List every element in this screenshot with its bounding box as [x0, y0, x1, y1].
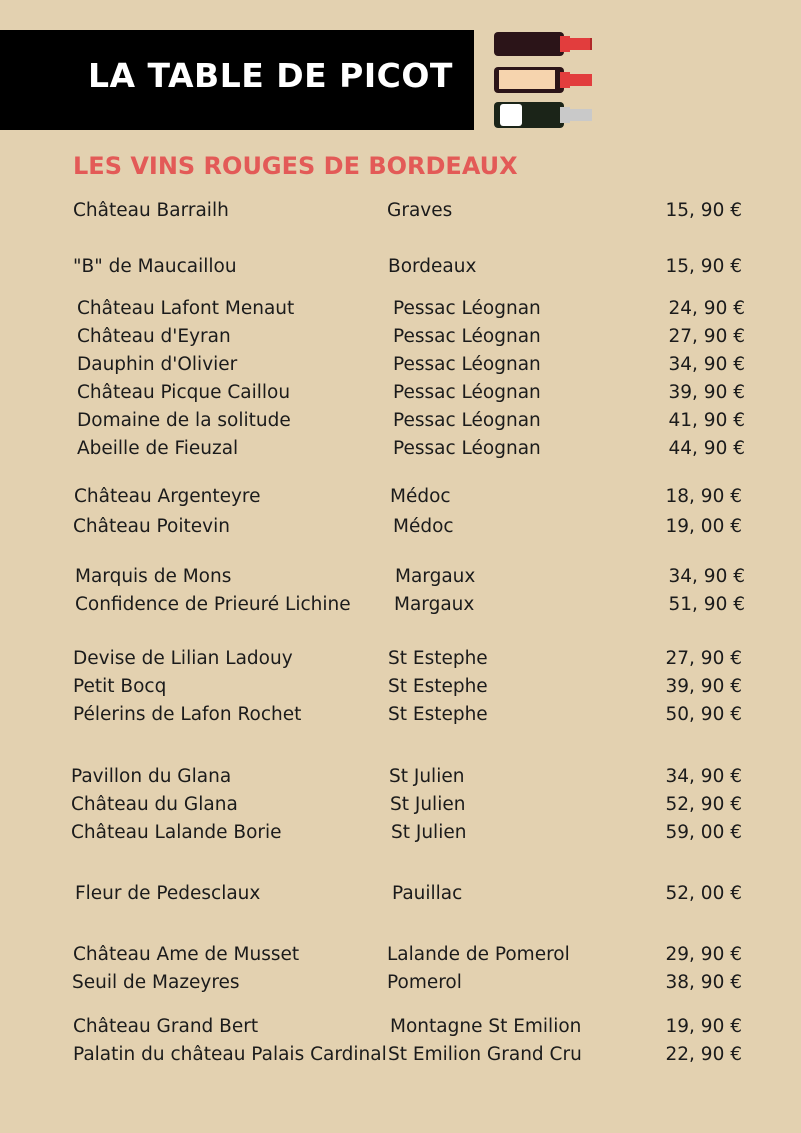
wine-name: Château Ame de Musset [73, 944, 300, 965]
wine-bottles-illustration [494, 30, 596, 130]
wine-price: 52, 90 € [665, 794, 742, 815]
wine-bottle-red-icon [494, 32, 592, 56]
wine-name: Château Barrailh [73, 200, 229, 221]
wine-name: Pélerins de Lafon Rochet [73, 704, 302, 725]
wine-name: Palatin du château Palais Cardinal [73, 1044, 387, 1065]
wine-bottle-rose-icon [494, 67, 592, 93]
wine-price: 34, 90 € [668, 354, 745, 375]
wine-row [0, 323, 801, 351]
wine-price: 19, 90 € [665, 1016, 742, 1037]
wine-region: Médoc [390, 486, 451, 507]
wine-name: Château Argenteyre [74, 486, 261, 507]
wine-region: Pessac Léognan [393, 326, 541, 347]
wine-name: Confidence de Prieuré Lichine [75, 594, 351, 615]
wine-price: 27, 90 € [665, 648, 742, 669]
wine-price: 59, 00 € [665, 822, 742, 843]
wine-name: Château d'Eyran [77, 326, 231, 347]
wine-row [0, 407, 801, 435]
wine-region: St Emilion Grand Cru [388, 1044, 582, 1065]
wine-row [0, 969, 801, 997]
wine-name: Château Lafont Menaut [77, 298, 295, 319]
wine-name: Château Lalande Borie [71, 822, 282, 843]
wine-price: 50, 90 € [665, 704, 742, 725]
wine-name: Dauphin d'Olivier [77, 354, 238, 375]
wine-name: Abeille de Fieuzal [77, 438, 239, 459]
wine-price: 22, 90 € [665, 1044, 742, 1065]
wine-region: Montagne St Emilion [390, 1016, 582, 1037]
wine-region: St Estephe [388, 704, 488, 725]
wine-row [0, 1041, 801, 1069]
wine-name: Château Picque Caillou [77, 382, 291, 403]
wine-row [0, 791, 801, 819]
wine-region: St Julien [390, 794, 466, 815]
wine-price: 52, 00 € [665, 883, 742, 904]
wine-region: Lalande de Pomerol [387, 944, 570, 965]
wine-row [0, 763, 801, 791]
wine-row [0, 673, 801, 701]
wine-row [0, 197, 801, 225]
wine-region: Bordeaux [388, 256, 477, 277]
wine-row [0, 941, 801, 969]
wine-name: "B" de Maucaillou [73, 256, 237, 277]
wine-row [0, 379, 801, 407]
wine-region: Pomerol [387, 972, 462, 993]
wine-price: 29, 90 € [665, 944, 742, 965]
wine-region: Pessac Léognan [393, 382, 541, 403]
wine-row [0, 591, 801, 619]
wine-price: 18, 90 € [665, 486, 742, 507]
wine-name: Petit Bocq [73, 676, 167, 697]
wine-row [0, 1013, 801, 1041]
wine-row [0, 701, 801, 729]
wine-region: Graves [387, 200, 453, 221]
wine-price: 39, 90 € [668, 382, 745, 403]
wine-region: St Julien [389, 766, 465, 787]
wine-price: 38, 90 € [665, 972, 742, 993]
section-title: LES VINS ROUGES DE BORDEAUX [73, 152, 518, 180]
wine-price: 51, 90 € [668, 594, 745, 615]
wine-region: Pessac Léognan [393, 354, 541, 375]
wine-row [0, 295, 801, 323]
wine-region: Pessac Léognan [393, 298, 541, 319]
wine-region: Médoc [393, 516, 454, 537]
wine-price: 34, 90 € [668, 566, 745, 587]
wine-row [0, 645, 801, 673]
wine-region: St Julien [391, 822, 467, 843]
wine-region: St Estephe [388, 648, 488, 669]
wine-price: 15, 90 € [665, 256, 742, 277]
wine-name: Marquis de Mons [75, 566, 232, 587]
wine-region: Pessac Léognan [393, 410, 541, 431]
wine-price: 27, 90 € [668, 326, 745, 347]
wine-price: 19, 00 € [665, 516, 742, 537]
wine-region: Margaux [395, 566, 476, 587]
wine-row [0, 435, 801, 463]
wine-row [0, 513, 801, 541]
wine-name: Seuil de Mazeyres [72, 972, 240, 993]
wine-name: Château du Glana [71, 794, 238, 815]
wine-region: Pessac Léognan [393, 438, 541, 459]
wine-row [0, 880, 801, 908]
wine-price: 39, 90 € [665, 676, 742, 697]
wine-name: Pavillon du Glana [71, 766, 232, 787]
wine-row [0, 253, 801, 281]
wine-name: Domaine de la solitude [77, 410, 291, 431]
wine-price: 15, 90 € [665, 200, 742, 221]
wine-region: Pauillac [392, 883, 463, 904]
wine-row [0, 483, 801, 511]
wine-price: 24, 90 € [668, 298, 745, 319]
wine-name: Château Poitevin [73, 516, 230, 537]
wine-name: Fleur de Pedesclaux [75, 883, 261, 904]
restaurant-name: LA TABLE DE PICOT [88, 56, 453, 95]
wine-name: Devise de Lilian Ladouy [73, 648, 293, 669]
wine-region: St Estephe [388, 676, 488, 697]
wine-price: 41, 90 € [668, 410, 745, 431]
wine-region: Margaux [394, 594, 475, 615]
wine-row [0, 351, 801, 379]
wine-row [0, 563, 801, 591]
wine-price: 44, 90 € [668, 438, 745, 459]
wine-row [0, 819, 801, 847]
wine-price: 34, 90 € [665, 766, 742, 787]
wine-name: Château Grand Bert [73, 1016, 259, 1037]
wine-bottle-white-icon [494, 102, 592, 128]
